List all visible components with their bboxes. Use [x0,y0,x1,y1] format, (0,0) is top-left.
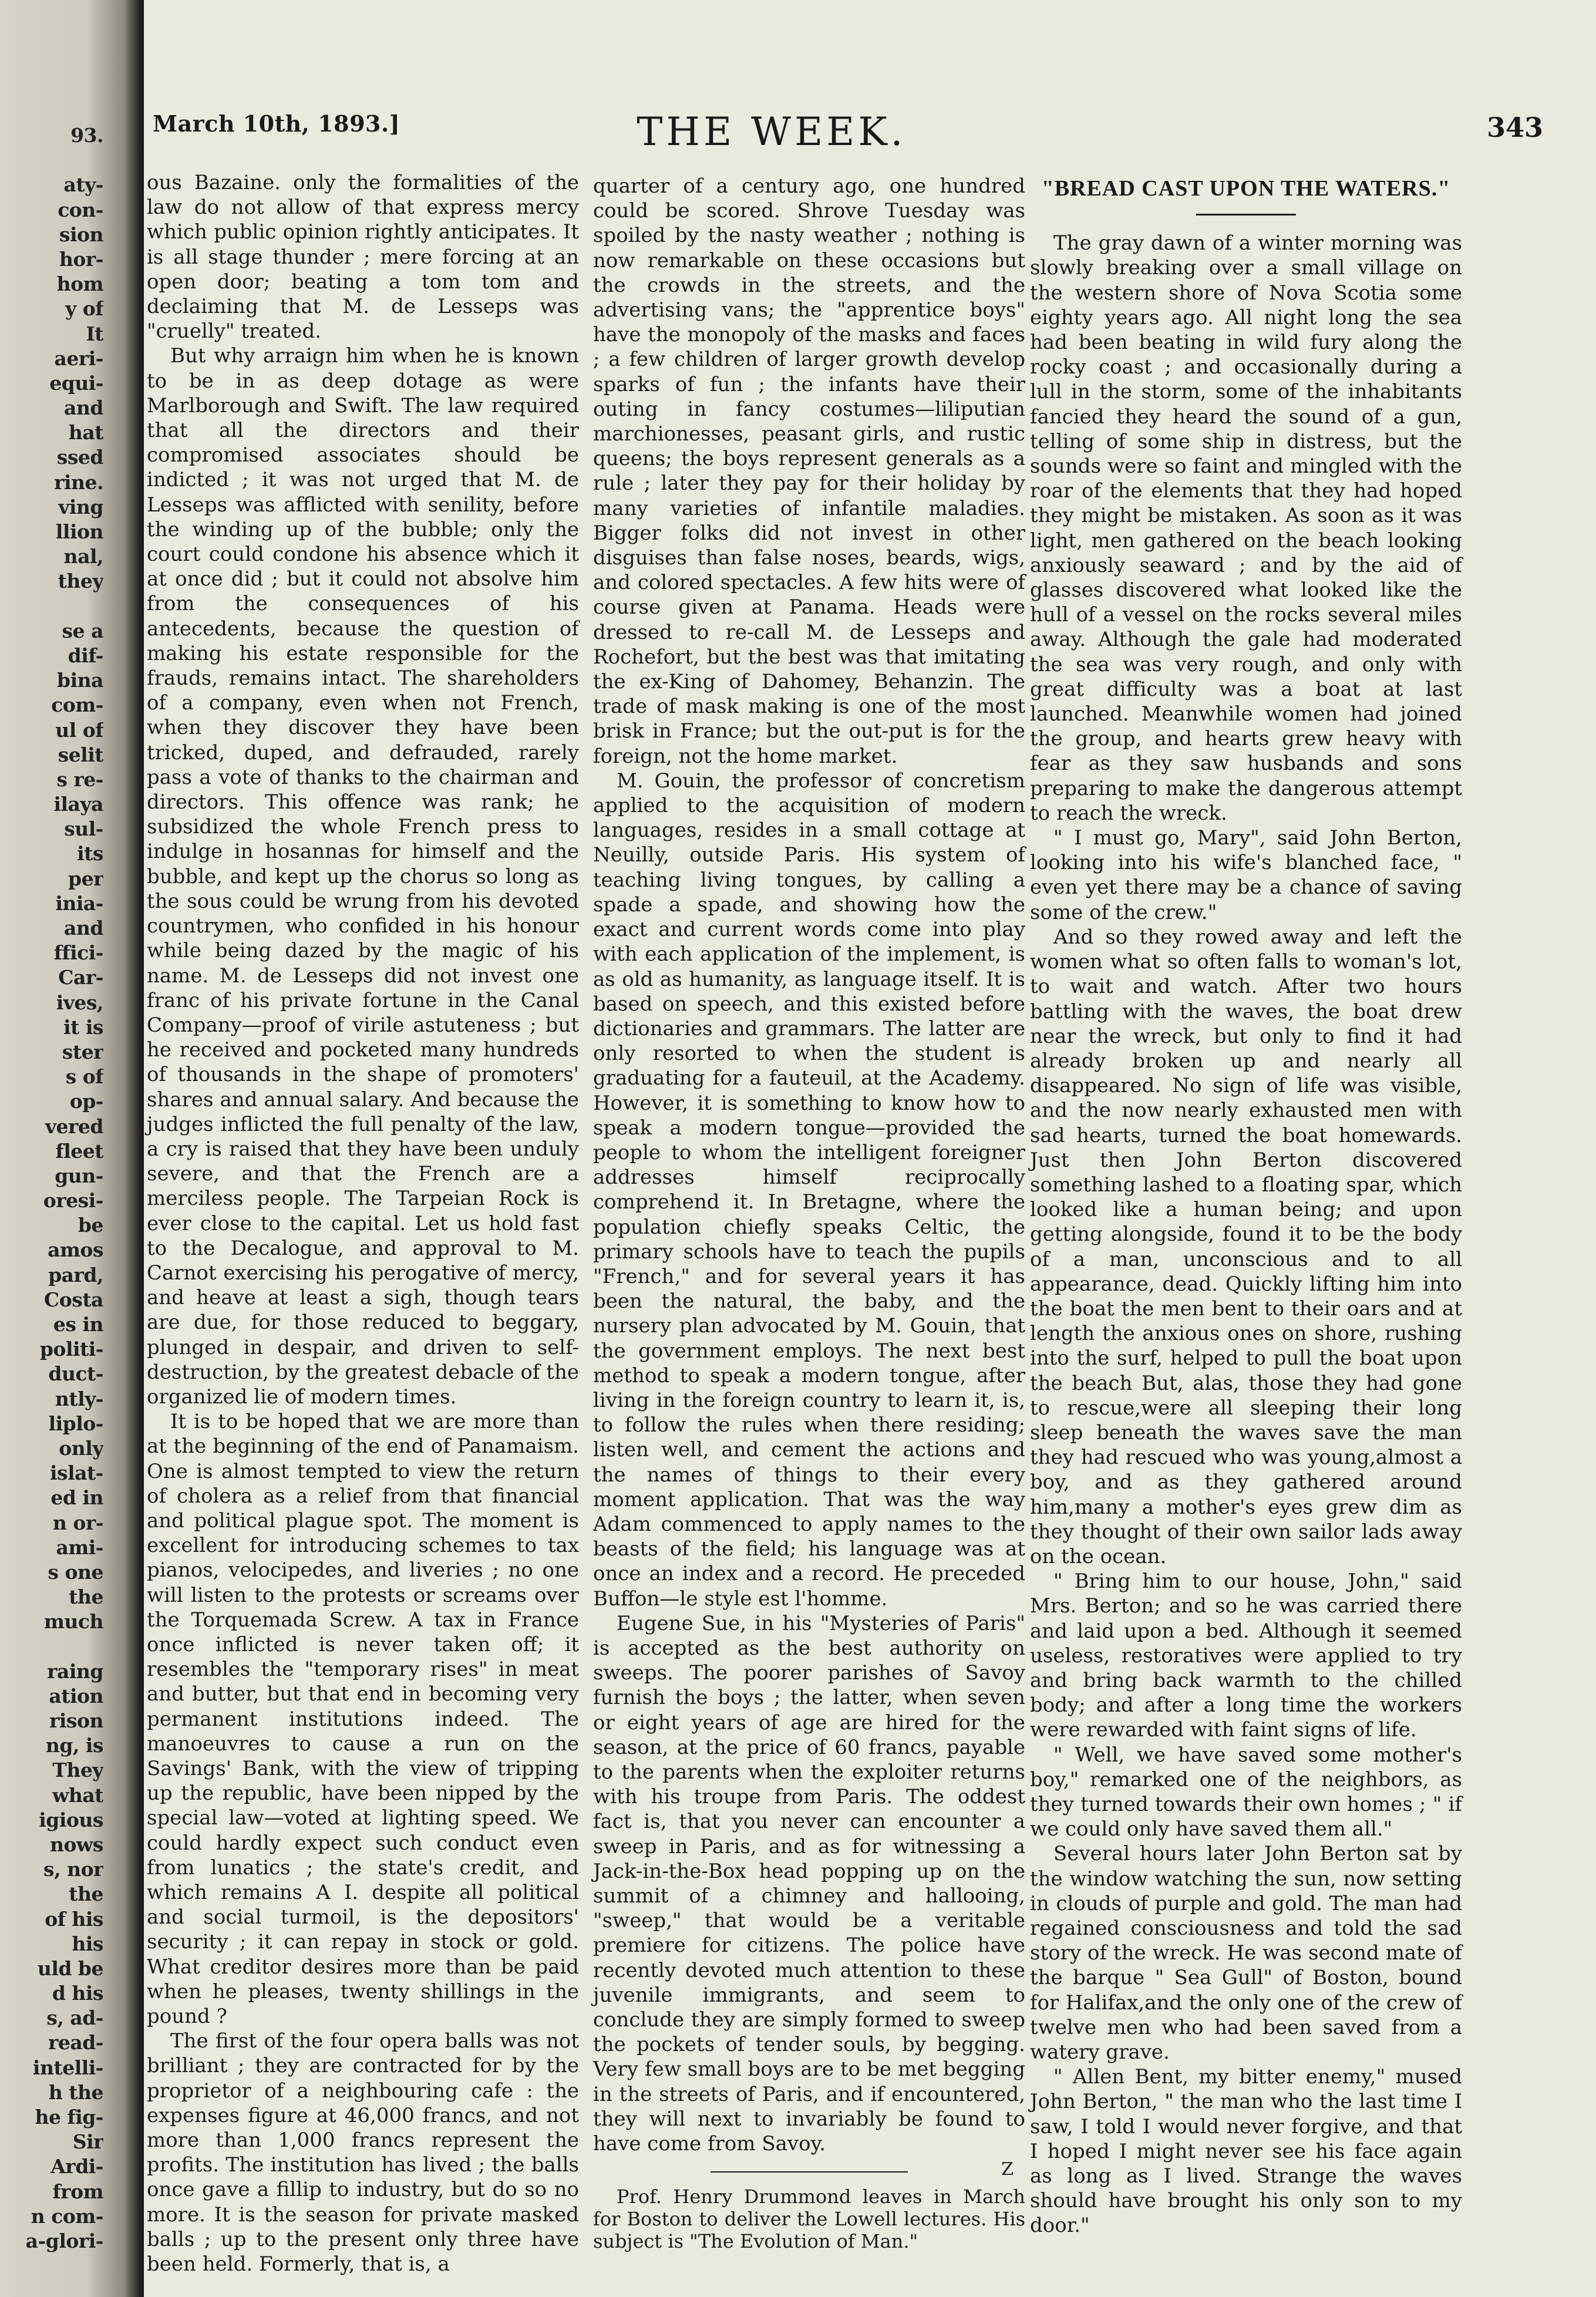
edge-fragment: fleet [55,1139,103,1163]
edge-fragment: hor- [59,247,103,271]
edge-fragment: ami- [56,1535,103,1559]
edge-fragment: equi- [49,371,103,395]
newspaper-page [147,0,1596,2297]
edge-fragment: it is [63,1015,103,1039]
edge-fragment: com- [51,693,103,717]
paragraph: But why arraign him when he is known to be in as deep dotage as were Marlborough and Swift. The law required that all the directors and their compromised associates should be indicted ; it was not urged that M. de Lesseps was afflicted with senility, before the winding up of the bubble; only the court could condone his absence which it at once did ; but it could not absolve him from the consequences of his antecedents, because the question of making his estate responsible for the frauds, remains intact. The shareholders of a company, even when not French, when they discover they have been tricked, duped, and defrauded, rarely pass a vote of thanks to the chairman and directors. This offence was rank; he subsidized the whole French press to indulge in hosannas for himself and the bubble, and kept up the chorus so long as the sous could be wrung from his devoted countrymen, who confided in his honour while being dazed by the magic of his name. M. de Lesseps did not invest one franc of his private fortune in the Canal Company—proof of virile astuteness ; but he received and pocketed many hundreds of thousands in the shape of promoters' shares and annual salary. And because the judges inflicted the full penalty of the law, a cry is raised that they have been unduly severe, and that the French are a merciless people. The Tarpeian Rock is ever close to the capital. Let us hold fast to the Decalogue, and approval to M. Carnot exercising his perogative of mercy, and heave at least a sigh, though tears are due, for those reduced to beggary, plunged in despair, and driven to self-destruction, by the greatest debacle of the organized lie of modern times. [147,344,579,1409]
edge-fragment: ation [49,1684,103,1707]
edge-fragment: 93. [70,124,103,147]
story-title: "BREAD CAST UPON THE WATERS." [1041,176,1451,201]
paragraph: " Bring him to our house, John," said Mrs. Berton; and so he was carried there and laid upon a bed. Although it seemed useless, restoratives were applied to try and bring back warmth to the chilled body; and after a long time the workers were rewarded with faint signs of life. [1030,1569,1462,1742]
edge-fragment: rine. [54,470,103,494]
edge-fragment: d his [52,1982,103,2005]
separator-rule [711,2171,908,2173]
edge-fragment: They [52,1759,103,1782]
edge-fragment: the [69,1585,103,1609]
paragraph: Several hours later John Berton sat by the window watching the sun, now setting in clouds of purple and gold. The man had regained consciousness and told the sad story of the wreck. He was second mate of the barque " Sea Gull" of Boston, bound for Halifax,and the only one of the crew of twelve men who had been saved from a watery grave. [1030,1842,1462,2064]
author-initial: Z [1001,2159,1014,2180]
edge-fragment: nows [50,1833,103,1856]
edge-fragment: his [72,1932,103,1955]
edge-fragment: inia- [55,891,103,915]
edge-fragment: intelli- [32,2056,103,2079]
article-separator [593,2156,1025,2185]
edge-fragment: aeri- [54,346,103,370]
edge-fragment: n com- [31,2204,103,2228]
previous-page-edge-text [2,123,103,2254]
edge-fragment: raing [47,1659,103,1683]
column-1 [147,170,579,2276]
edge-fragment: politi- [39,1338,103,1361]
edge-fragment: ng, is [45,1734,103,1757]
edge-fragment: be [78,1214,103,1237]
paragraph: quarter of a century ago, one hundred could be scored. Shrove Tuesday was spoiled by the nasty weather ; nothing is now remarkable on these occasions but the crowds in the streets, and the advertising vans; the "apprentice boys" have the monopoly of the masks and faces ; a few children of larger growth develop sparks of fun ; the infants have their outing in fancy costumes—liliputian marchionesses, peasant girls, and rustic queens; the boys represent generals as a rule ; later they pay for their holiday by many varieties of infantile maladies. Bigger folks did not invest in other disguises than false noses, beards, wigs, and colored spectacles. A few hits were of course given at Panama. Heads were dressed to re-call M. de Lesseps and Rochefort, but the best was that imitating the ex-King of Dahomey, Behanzin. The trade of mask making is one of the most brisk in France; but the out-put is for the foreign, not the home market. [593,174,1025,768]
edge-fragment: con- [58,198,103,221]
title-rule [1196,214,1296,215]
edge-fragment: nal, [63,545,103,568]
edge-fragment: per [68,867,103,890]
paragraph: Eugene Sue, in his "Mysteries of Paris" is accepted as the best authority on sweeps. The poorer parishes of Savoy furnish the boys ; the latter, when seven or eight years of age are hired for the season, at the price of 60 francs, payable to the parents when the exploiter returns with his troupe from Paris. The oddest fact is, that you never can encounter a sweep in Paris, and as for witnessing a Jack-in-the-Box head popping up on the summit of a chimney and hallooing, "sweep," that would be a veritable premiere for citizens. The police have recently devoted much attention to these juvenile immigrants, and seem to conclude they are simply formed to sweep the pockets of tender souls, by begging. Very few small boys are to be met begging in the streets of Paris, and if encountered, they will next to invariably be found to have come from Savoy. [593,1611,1025,2156]
edge-fragment: sion [59,223,103,246]
edge-fragment: ster [62,1040,103,1063]
edge-fragment: Ardi- [50,2155,103,2178]
edge-fragment: selit [58,743,103,766]
edge-fragment: gun- [55,1164,103,1187]
edge-fragment: sul- [64,817,103,841]
edge-fragment: ives, [56,991,103,1014]
edge-fragment: bina [57,669,103,692]
edge-fragment: vered [45,1114,103,1138]
edge-fragment: ul of [55,718,103,742]
edge-fragment: much [44,1610,103,1634]
edge-fragment: only [59,1436,103,1460]
edge-fragment: Car- [58,966,103,989]
edge-fragment: op- [69,1090,103,1113]
page-number: 343 [1486,112,1543,143]
edge-fragment: duct- [48,1362,103,1386]
edge-fragment: read- [48,2031,103,2054]
edge-fragment: what [52,1783,103,1807]
edge-fragment: amos [48,1238,103,1262]
news-note: Prof. Henry Drummond leaves in March for Boston to deliver the Lowell lectures. His subject is "The Evolution of Man." [593,2185,1025,2253]
edge-fragment: aty- [63,173,103,197]
edge-fragment: they [58,570,103,593]
edge-fragment: s one [48,1560,103,1584]
edge-fragment: from [52,2180,103,2203]
edge-fragment: he fig- [35,2106,103,2128]
edge-fragment: ed in [50,1486,103,1510]
edge-fragment: es in [53,1313,103,1336]
edge-fragment: hat [68,421,103,444]
edge-fragment: s re- [56,767,103,791]
edge-fragment: oresi- [43,1189,103,1213]
edge-fragment: and [64,917,103,939]
edge-fragment: ving [58,495,103,518]
edge-fragment: of his [45,1907,103,1931]
edge-fragment: y of [65,297,103,321]
issue-date: March 10th, 1893.] [153,110,400,137]
edge-fragment: ntly- [55,1387,103,1410]
paragraph: It is to be hoped that we are more than at the beginning of the end of Panamaism. One is almost tempted to view the return of cholera as a relief from that financial and political plague spot. The moment is excellent for introducing schemes to tax pianos, velocipedes, and liveries ; no one will listen to the protests or screams over the Torquemada Screw. A tax in France once inflicted is never taken off; it resembles the "temporary rises" in meat and butter, but that end in becoming very permanent institutions indeed. The manoeuvres to cause a run on the Savings' Bank, with the view of tripping up the republic, have been nipped by the special law—voted at lighting speed. We could hardly expect such conduct even from lunatics ; the state's credit, and which remains A I. despite all political and social turmoil, is the depositors' security ; it can repay in stock or gold. What creditor desires more than be paid when he pleases, twenty shillings in the pound ? [147,1410,579,2029]
edge-fragment [2,594,103,619]
edge-fragment: n or- [52,1511,103,1534]
paragraph: M. Gouin, the professor of concretism applied to the acquisition of modern languages, resides in a small cottage at Neuilly, outside Paris. His system of teaching living tongues, by calling a spade a spade, and showing how the exact and current words come into play with each application of the implement, is as old as humanity, as language itself. It is based on speech, and this existed before dictionaries and grammars. The latter are only resorted to when the student is graduating for a fauteuil, at the Academy. However, it is something to know how to speak a modern tongue—provided the people to whom the intelligent foreigner addresses himself reciprocally comprehend it. In Bretagne, where the population chiefly speaks Celtic, the primary schools have to teach the pupils "French," and for several years it has been the natural, the baby, and the nursery plan advocated by M. Gouin, that the government employs. The next best method to speak a modern tongue, after living in the foreign country to learn it, is, to follow the rules when there residing; listen well, and cement the actions and the names of things to their every moment application. That was the way Adam commenced to apply names to the beasts of the field; his language was at once an index and a record. He preceded Buffon—le style est l'homme. [593,769,1025,1611]
paragraph: The gray dawn of a winter morning was slowly breaking over a small village on the western shore of Nova Scotia some eighty years ago. All night long the sea had been beating in wild fury along the rocky coast ; and occasionally during a lull in the storm, some of the inhabitants fancied they heard the sound of a gun, telling of some ship in distress, but the sounds were so faint and mingled with the roar of the elements that they had hoped they might be mistaken. As soon as it was light, men gathered on the beach looking anxiously seaward ; and by the aid of glasses discovered what looked like the hull of a vessel on the rocks several miles away. Although the gale had moderated the sea was very rough, and only with great difficulty was a boat at last launched. Meanwhile women had joined the group, and hearts grew heavy with fear as they saw husbands and sons preparing to make the dangerous attempt to reach the wreck. [1030,231,1462,825]
binding-gutter [0,0,144,2297]
edge-fragment: a-glori- [25,2229,103,2252]
edge-fragment: se a [62,619,103,642]
paragraph: " Allen Bent, my bitter enemy," mused John Berton, " the man who the last time I saw, I told I would never forgive, and that I hoped I might never see his face again as long as I lived. Strange the waves should have brought his only son to my door." [1030,2065,1462,2238]
edge-fragment [2,148,103,173]
edge-fragment: ssed [56,446,103,469]
edge-fragment: its [77,842,103,865]
edge-fragment: s, ad- [46,2006,103,2030]
edge-fragment: ffici- [53,941,103,965]
edge-fragment: and [64,396,103,420]
paragraph: And so they rowed away and left the women what so often falls to woman's lot, to wait and watch. After two hours battling with the waves, the boat drew near the wreck, but only to find it had already broken up and nearly all disappeared. No sign of life was visible, and the now nearly exhausted men with sad hearts, turned the boat homewards. Just then John Berton discovered something lashed to a floating spar, which looked like a human being; and upon getting alongside, found it to be the body of a man, unconscious and to all appearance, dead. Quickly lifting him into the boat the men bent to their oars and at length the anxious ones on shore, rushing into the surf, helped to pull the boat upon the beach But, alas, those they had gone to rescue,were all sleeping their long sleep beneath the waves save the man they had rescued who was young,almost a boy, and as they gathered around him,many a mother's eyes grew dim as they thought of their own sailor lads away on the ocean. [1030,925,1462,1568]
edge-fragment: dif- [68,644,103,667]
edge-fragment: h the [48,2080,103,2104]
edge-fragment: islat- [50,1461,103,1485]
edge-fragment: the [69,1882,103,1906]
edge-fragment: rison [49,1709,103,1732]
edge-fragment: s, nor [43,1858,103,1881]
edge-fragment: pard, [48,1263,103,1286]
edge-fragment: liplo- [48,1412,103,1435]
edge-fragment: hom [56,272,103,296]
column-3 [1030,176,1462,2238]
column-2 [593,174,1025,2252]
edge-fragment: Costa [44,1288,103,1311]
edge-fragment: It [86,322,103,345]
edge-fragment: uld be [37,1956,103,1980]
paragraph: The first of the four opera balls was not brilliant ; they are contracted for by the proprietor of a neighbouring cafe : the expenses figure at 46,000 francs, and not more than 1,000 francs represent the profits. The institution has lived ; the balls once gave a fillip to industry, but do so no more. It is the season for private masked balls ; up to the present only three have been held. Formerly, that is, a [147,2029,579,2276]
edge-fragment: llion [55,520,103,543]
paragraph: ous Bazaine. only the formalities of the law do not allow of that express mercy which public opinion rightly anticipates. It is all stage thunder ; mere forcing at an open door; beating a tom tom and declaiming that M. de Lesseps was "cruelly" treated. [147,171,579,343]
edge-fragment: Sir [72,2130,103,2154]
paragraph: " Well, we have saved some mother's boy," remarked one of the neighbors, as they turned towards their own homes ; " if we could only have saved them all." [1030,1743,1462,1841]
paragraph: " I must go, Mary", said John Berton, looking into his wife's blanched face, " even yet there may be a chance of saving some of the crew." [1030,826,1462,924]
publication-title: THE WEEK. [637,109,907,154]
edge-fragment [2,1634,103,1659]
edge-fragment: ilaya [53,793,103,816]
edge-fragment: igious [39,1808,103,1831]
edge-fragment: s of [65,1065,103,1089]
